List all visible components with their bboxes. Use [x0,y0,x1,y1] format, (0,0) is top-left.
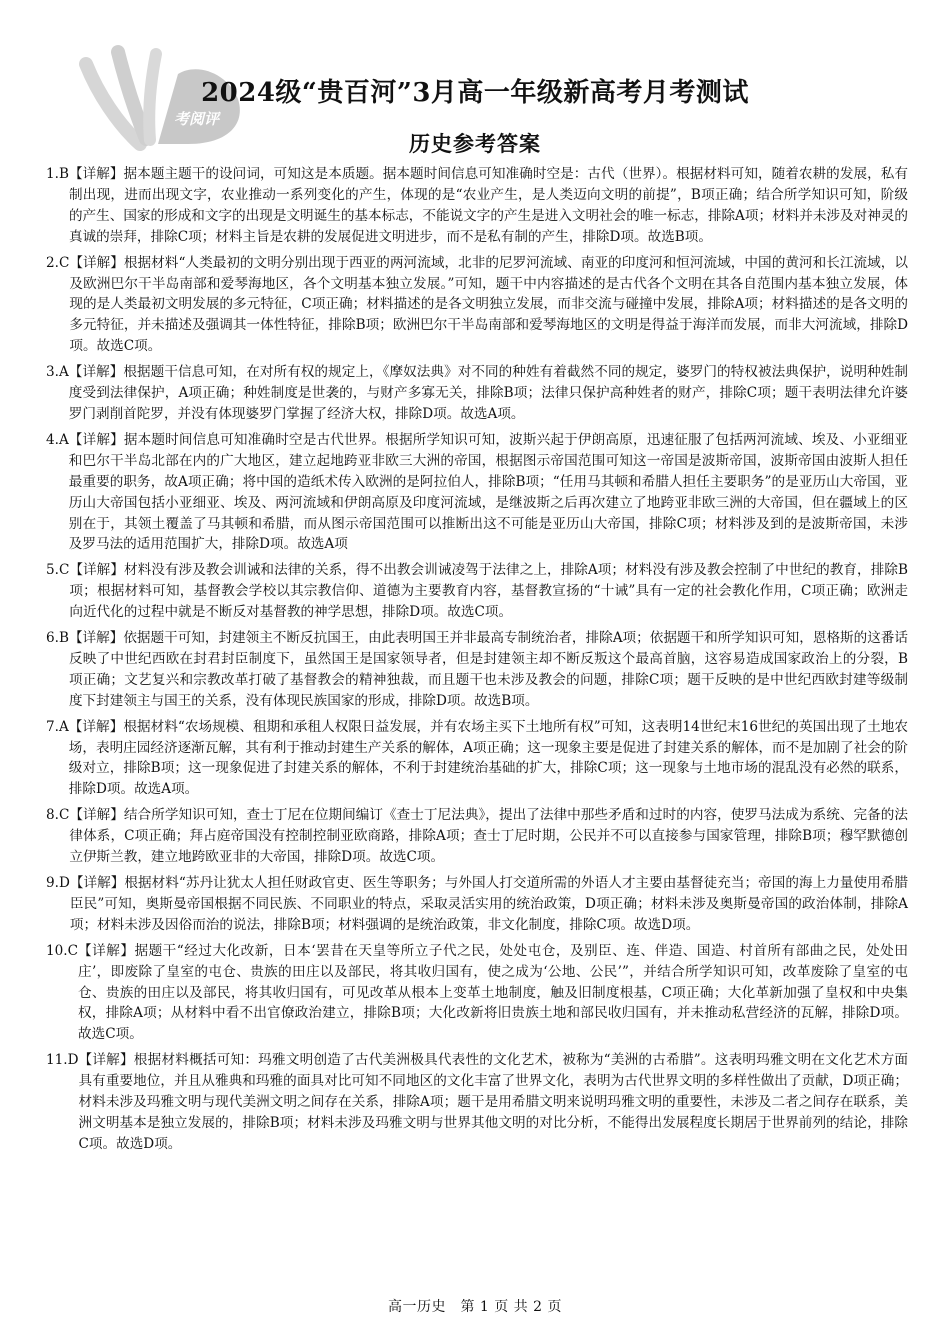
answer-explanation: 【详解】材料没有涉及教会训诫和法律的关系，得不出教会训诫凌驾于法律之上，排除A项；材料没有涉及教会控制了中世纪的教育，排除B项；根据材料可知，基督教会学校以其宗教信仰、道德为主要教育内容，基督教宣扬的“十诫”具有一定的社会教化作用，C项正确；欧洲走向近代化的过程中就是不断反对基督教的神学思想，排除D项。故选C项。 [69,562,908,621]
answer-number: 10.C [46,942,79,959]
answer-item-3 [46,362,908,425]
answer-number: 5.C [46,562,70,579]
answer-number: 6.B [46,630,69,647]
answer-item-9 [46,873,908,936]
answer-item-6 [46,628,908,712]
answer-number: 9.D [46,875,70,891]
answer-item-1 [46,164,908,248]
answer-item-7 [46,717,908,801]
answer-explanation: 【详解】依据题干可知，封建领主不断反抗国王，由此表明国王并非最高专制统治者，排除A项；依据题干和所学知识可知，恩格斯的这番话反映了中世纪西欧在封君封臣制度下，虽然国王是国家领导者，但是封建领主却不断反叛这个最高首脑，这容易造成国家政治上的分裂，B项正确；文艺复兴和宗教改革打破了基督教会的精神独裁，而且题干也未涉及教会的问题，排除C项；题干反映的是中世纪西欧封建等级制度下封建领主与国王的关系，没有体现民族国家的形成，排除D项。故选B项。 [68,630,908,709]
answer-item-10 [46,941,908,1046]
answer-item-8 [46,805,908,868]
page-footer: 高一历史 第 1 页 共 2 页 [387,1299,563,1315]
answer-item-11 [46,1050,908,1155]
logo-text: 考阅评 [174,110,220,128]
answer-explanation: 【详解】根据材料“农场规模、租期和承租人权限日益发展，并有农场主买下土地所有权”可知，这表明14世纪末16世纪的英国出现了土地农场，表明庄园经济逐渐瓦解，其有利于推动封建生产关系的解体，A项正确；这一现象主要是促进了封建关系的解体，而不是加剧了社会的阶级对立，排除B项；这一现象促进了封建关系的解体，不利于封建统治基础的扩大，排除C项；这一现象与土地市场的混乱没有必然的联系，排除D项。故选A项。 [68,718,908,798]
answer-explanation: 【详解】根据材料“人类最初的文明分别出现于西亚的两河流域，北非的尼罗河流域、南亚的印度河和恒河流域，中国的黄河和长江流域，以及欧洲巴尔干半岛南部和爱琴海地区，各个文明基本独立发展。”可知，题干中内容描述的是古代各个文明在其各自范围内基本独立发展，体现的是人类最初文明发展的多元特征，C项正确；材料描述的是各文明独立发展，而非交流与碰撞中发展，排除A项；材料描述的是各文明的多元特征，并未描述及强调其一体性特征，排除B项；欧洲巴尔干半岛南部和爱琴海地区的文明是得益于海洋而发展，而非大河流域，排除D项。故选C项。 [69,254,908,355]
answer-number: 3.A [46,364,69,381]
answer-item-2 [46,253,908,358]
page-title: 2024级“贵百河”3月高一年级新高考月考测试 [201,78,749,108]
answer-number: 1.B [46,166,69,182]
answer-number: 7.A [46,718,69,735]
answer-item-4 [46,430,908,555]
answer-number: 2.C [46,254,70,271]
answer-explanation: 【详解】根据材料概括可知：玛雅文明创造了古代美洲极具代表性的文化艺术，被称为“美洲的古希腊”。这表明玛雅文明在文化艺术方面具有重要地位，并且从雅典和玛雅的面具对比可知不同地区的文化丰富了世界文化，表明为古代世界文明的多样性做出了贡献，D项正确；材料未涉及玛雅文明与现代美洲文明之间存在关系，排除A项；题干是用希腊文明来说明玛雅文明的重要性，未涉及二者之间存在联系，美洲文明基本是独立发展的，排除B项；材料未涉及玛雅文明与世界其他文明的对比分析，不能得出发展程度长期居于世界前列的结论，排除C项。故选D项。 [78,1052,908,1152]
answer-explanation: 【详解】根据材料“苏丹让犹太人担任财政官吏、医生等职务；与外国人打交道所需的外语人才主要由基督徒充当；帝国的海上力量使用希腊臣民”可知，奥斯曼帝国根据不同民族、不同职业的特点，采取灵活实用的统治政策，D项正确；材料未涉及奥斯曼帝国的政治体制，排除A项；材料未涉及因俗而治的说法，排除B项；材料强调的是统治政策，非文化制度，排除C项。故选D项。 [69,875,908,933]
answer-number: 11.D [46,1052,79,1069]
answer-explanation: 【详解】据本题主题干的设问词，可知这是本质题。据本题时间信息可知准确时空是：古代（世界）。根据材料可知，随着农耕的发展，私有制出现，进而出现文字，农业推动一系列变化的产生，体现的是“农业产生，是人类迈向文明的前提”，B项正确；结合所学知识可知，阶级的产生、国家的形成和文字的出现是文明诞生的基本标志，不能说文字的产生是进入文明社会的唯一标志，排除A项；材料并未涉及对神灵的真诚的崇拜，排除C项；材料主旨是农耕的发展促进文明进步，而不是私有制的产生，排除D项。故选B项。 [68,166,908,245]
answer-number: 4.A [46,431,69,448]
answer-explanation: 【详解】结合所学知识可知，查士丁尼在位期间编订《查士丁尼法典》，提出了法律中那些矛盾和过时的内容，使罗马法成为系统、完备的法律体系，C项正确；拜占庭帝国没有控制控制亚欧商路，排除A项；查士丁尼时期，公民并不可以直接参与国家管理，排除B项；穆罕默德创立伊斯兰教，建立地跨欧亚非的大帝国，排除D项。故选C项。 [69,807,908,866]
page-subtitle: 历史参考答案 [409,131,541,156]
answer-explanation: 【详解】据本题时间信息可知准确时空是古代世界。根据所学知识可知，波斯兴起于伊朗高原，迅速征服了包括两河流域、埃及、小亚细亚和巴尔干半岛北部在内的广大地区，建立起地跨亚非欧三大洲的帝国，根据图示帝国范围可知这一帝国是波斯帝国，波斯帝国由波斯人担任最重要的职务，故A项正确；将中国的造纸术传入欧洲的是阿拉伯人，排除B项；“任用马其顿和希腊人担任主要职务”的是亚历山大帝国，亚历山大帝国包括小亚细亚、埃及、两河流域和伊朗高原及印度河流域，是继波斯之后再次建立了地跨亚非欧三洲的大帝国，但在疆域上的区别在于，其领土覆盖了马其顿和希腊，而从图示帝国范围可以推断出这不可能是亚历山大帝国，排除C项；材料涉及到的是波斯帝国，未涉及罗马法的适用范围扩大，排除D项。故选A项 [68,431,908,553]
answer-item-5 [46,560,908,623]
answer-number: 8.C [46,807,70,824]
answer-explanation: 【详解】据题干“经过大化改新，日本‘罢昔在天皇等所立子代之民，处处屯仓，及别臣、连、伴造、国造、村首所有部曲之民，处处田庄’，即废除了皇室的屯仓、贵族的田庄以及部民，将其收归国有，使之成为‘公地、公民’”，并结合所学知识可知，改革废除了皇室的屯仓、贵族的田庄以及部民，将其收归国有，可见改革从根本上变革土地制度，触及旧制度根基，C项正确；大化革新加强了皇权和中央集权，排除A项；从材料中看不出官僚政治建立，排除B项；大化改新将旧贵族土地和部民收归国有，并未推动私营经济的瓦解，排除D项。故选C项。 [78,942,908,1043]
answer-explanation: 【详解】根据题干信息可知，在对所有权的规定上，《摩奴法典》对不同的种姓有着截然不同的规定，婆罗门的特权被法典保护，说明种姓制度受到法律保护，A项正确；种姓制度是世袭的，与财产多寡无关，排除B项；法律只保护高种姓者的财产，排除C项；题干表明法律允许婆罗门剥削首陀罗，并没有体现婆罗门掌握了经济大权，排除D项。故选A项。 [68,364,908,422]
answer-list [46,164,908,1160]
